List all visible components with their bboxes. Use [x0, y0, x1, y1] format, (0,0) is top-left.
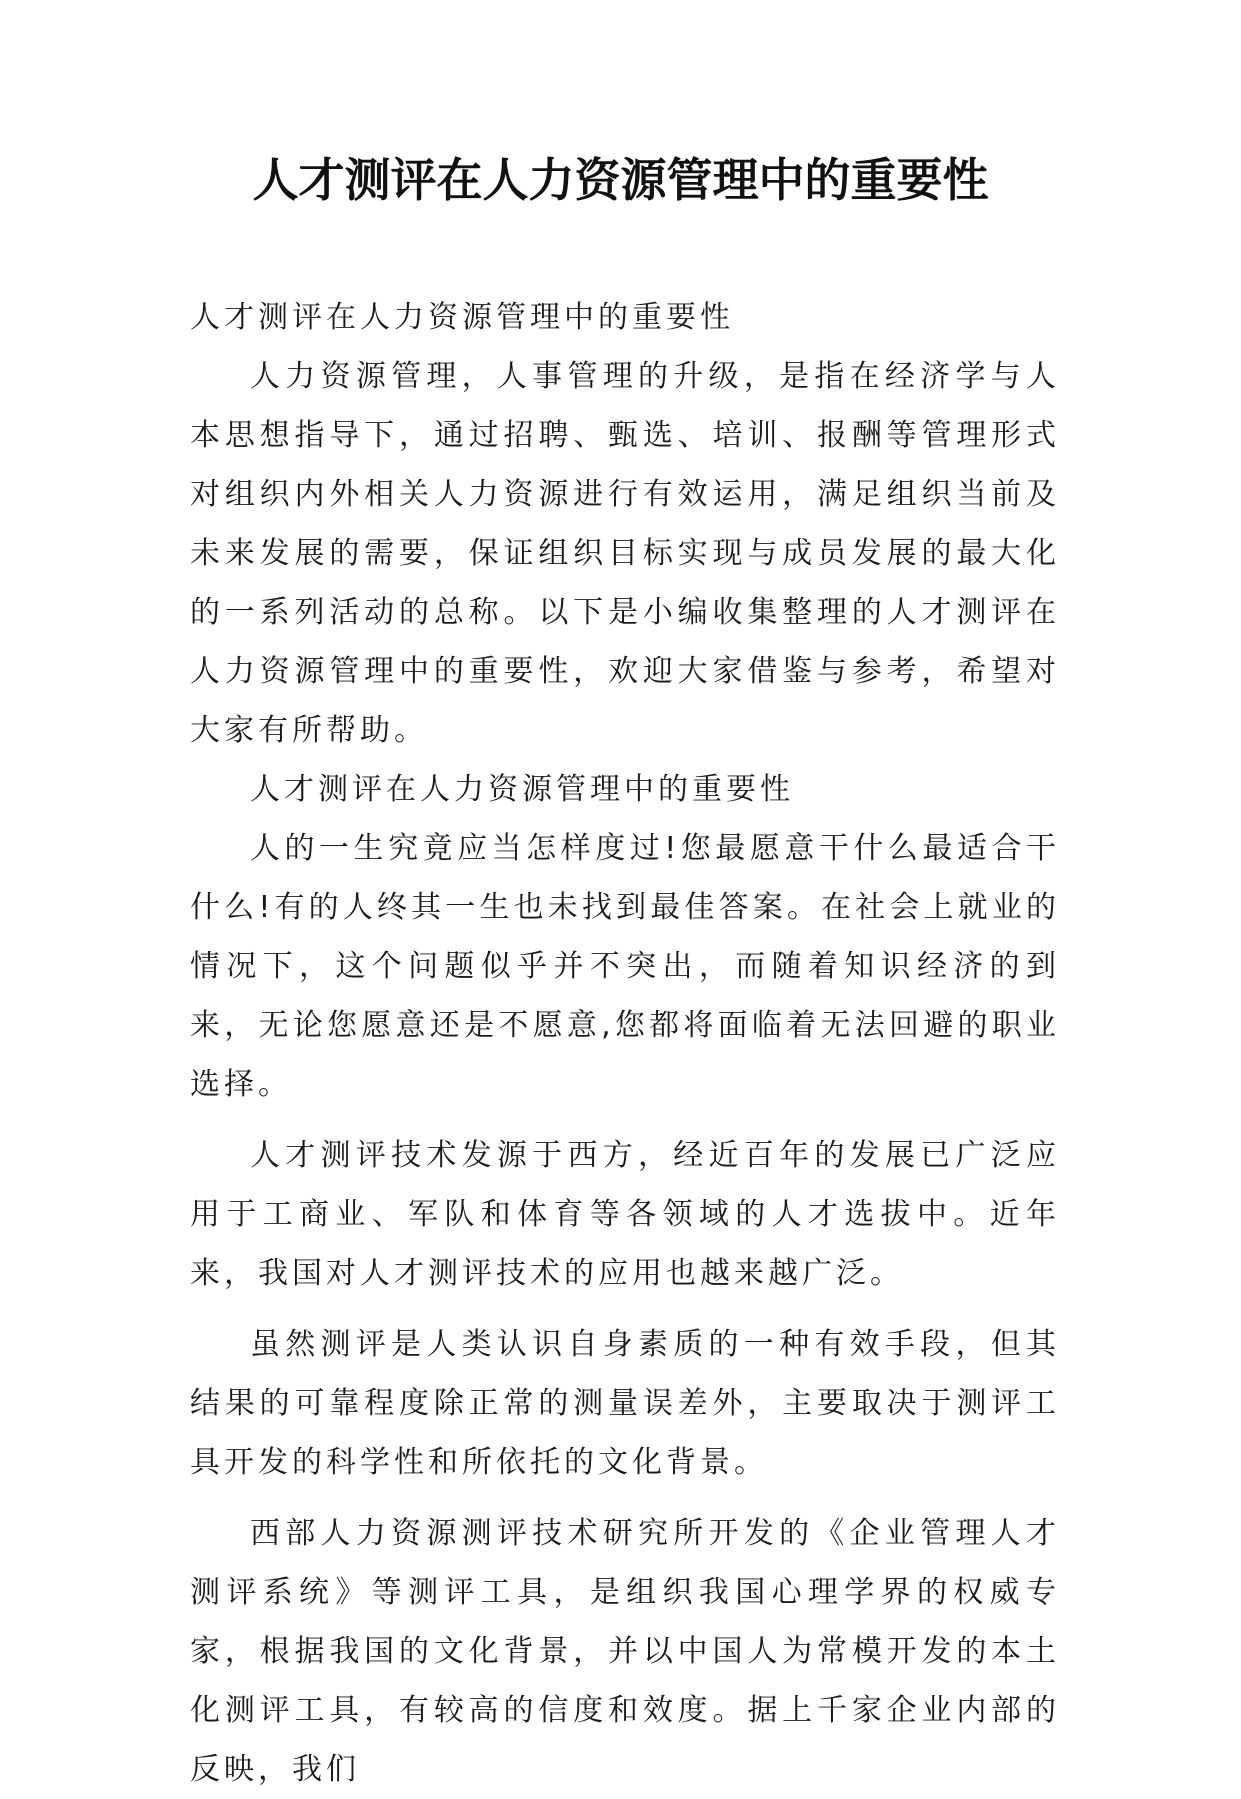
paragraph-reliability: 虽然测评是人类认识自身素质的一种有效手段，但其结果的可靠程度除正常的测量误差外，主要取决于测评工具开发的科学性和所依托的文化背景。	[190, 1327, 1060, 1480]
document-body	[190, 288, 1060, 1799]
paragraph-intro: 人力资源管理，人事管理的升级，是指在经济学与人本思想指导下，通过招聘、甄选、培训、报酬等管理形式对组织内外相关人力资源进行有效运用，满足组织当前及未来发展的需要，保证组织目标实现与成员发展的最大化的一系列活动的总称。以下是小编收集整理的人才测评在人力资源管理中的重要性，欢迎大家借鉴与参考，希望对大家有所帮助。	[190, 359, 1060, 748]
paragraph-western-institute: 西部人力资源测评技术研究所开发的《企业管理人才测评系统》等测评工具，是组织我国心理学界的权威专家，根据我国的文化背景，并以中国人为常模开发的本土化测评工具，有较高的信度和效度。据上千家企业内部的反映，我们	[190, 1516, 1060, 1787]
paragraph-career-choice: 人的一生究竟应当怎样度过!您最愿意干什么最适合干什么!有的人终其一生也未找到最佳答案。在社会上就业的情况下，这个问题似乎并不突出，而随着知识经济的到来，无论您愿意还是不愿意,您都将面临着无法回避的职业选择。	[190, 831, 1060, 1102]
paragraph-section-heading: 人才测评在人力资源管理中的重要性	[250, 772, 794, 807]
paragraph-origin: 人才测评技术发源于西方，经近百年的发展已广泛应用于工商业、军队和体育等各领域的人才选拔中。近年来，我国对人才测评技术的应用也越来越广泛。	[190, 1138, 1060, 1291]
paragraph-subtitle: 人才测评在人力资源管理中的重要性	[190, 300, 734, 335]
document-title: 人才测评在人力资源管理中的重要性	[252, 153, 989, 207]
